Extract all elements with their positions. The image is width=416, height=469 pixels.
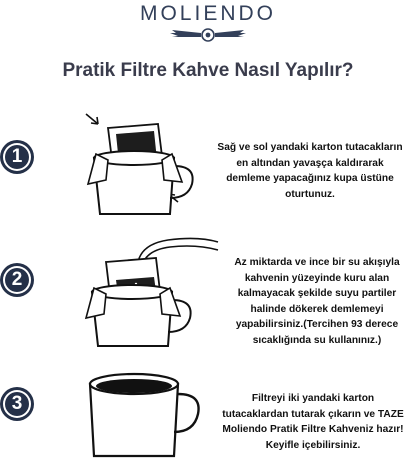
brand-name: MOLIENDO xyxy=(139,2,276,25)
cup-with-filter-icon xyxy=(78,110,208,220)
step-3-badge: 3 xyxy=(3,390,31,418)
page-title: Pratik Filtre Kahve Nasıl Yapılır? xyxy=(62,60,354,81)
pour-water-icon xyxy=(78,222,228,352)
cup-of-coffee-icon xyxy=(78,370,208,465)
step-2-badge: 2 xyxy=(3,266,31,294)
step-2-text: Az miktarda ve ince bir su akışıyla kahvenin yüzeyinde kuru alan kalmayacak şekilde suyu partiler halinde dökerek demlemeyi yapabilirsiniz.(Tercihen 93 derece sıcaklığında su kullanınız.) xyxy=(234,257,400,346)
step-1-badge: 1 xyxy=(3,143,31,171)
step-1-text: Sağ ve sol yandaki karton tutacakların en altından yavaşça kaldırarak demleme yapacağınız kupa üstüne oturtunuz. xyxy=(217,142,403,200)
wings-logo-icon xyxy=(168,27,248,43)
step-3-text: Filtreyi iki yandaki karton tutacaklardan tutarak çıkarın ve TAZE Moliendo Pratik Filtre Kahveniz hazır! Keyifle içebilirsiniz. xyxy=(222,393,404,451)
